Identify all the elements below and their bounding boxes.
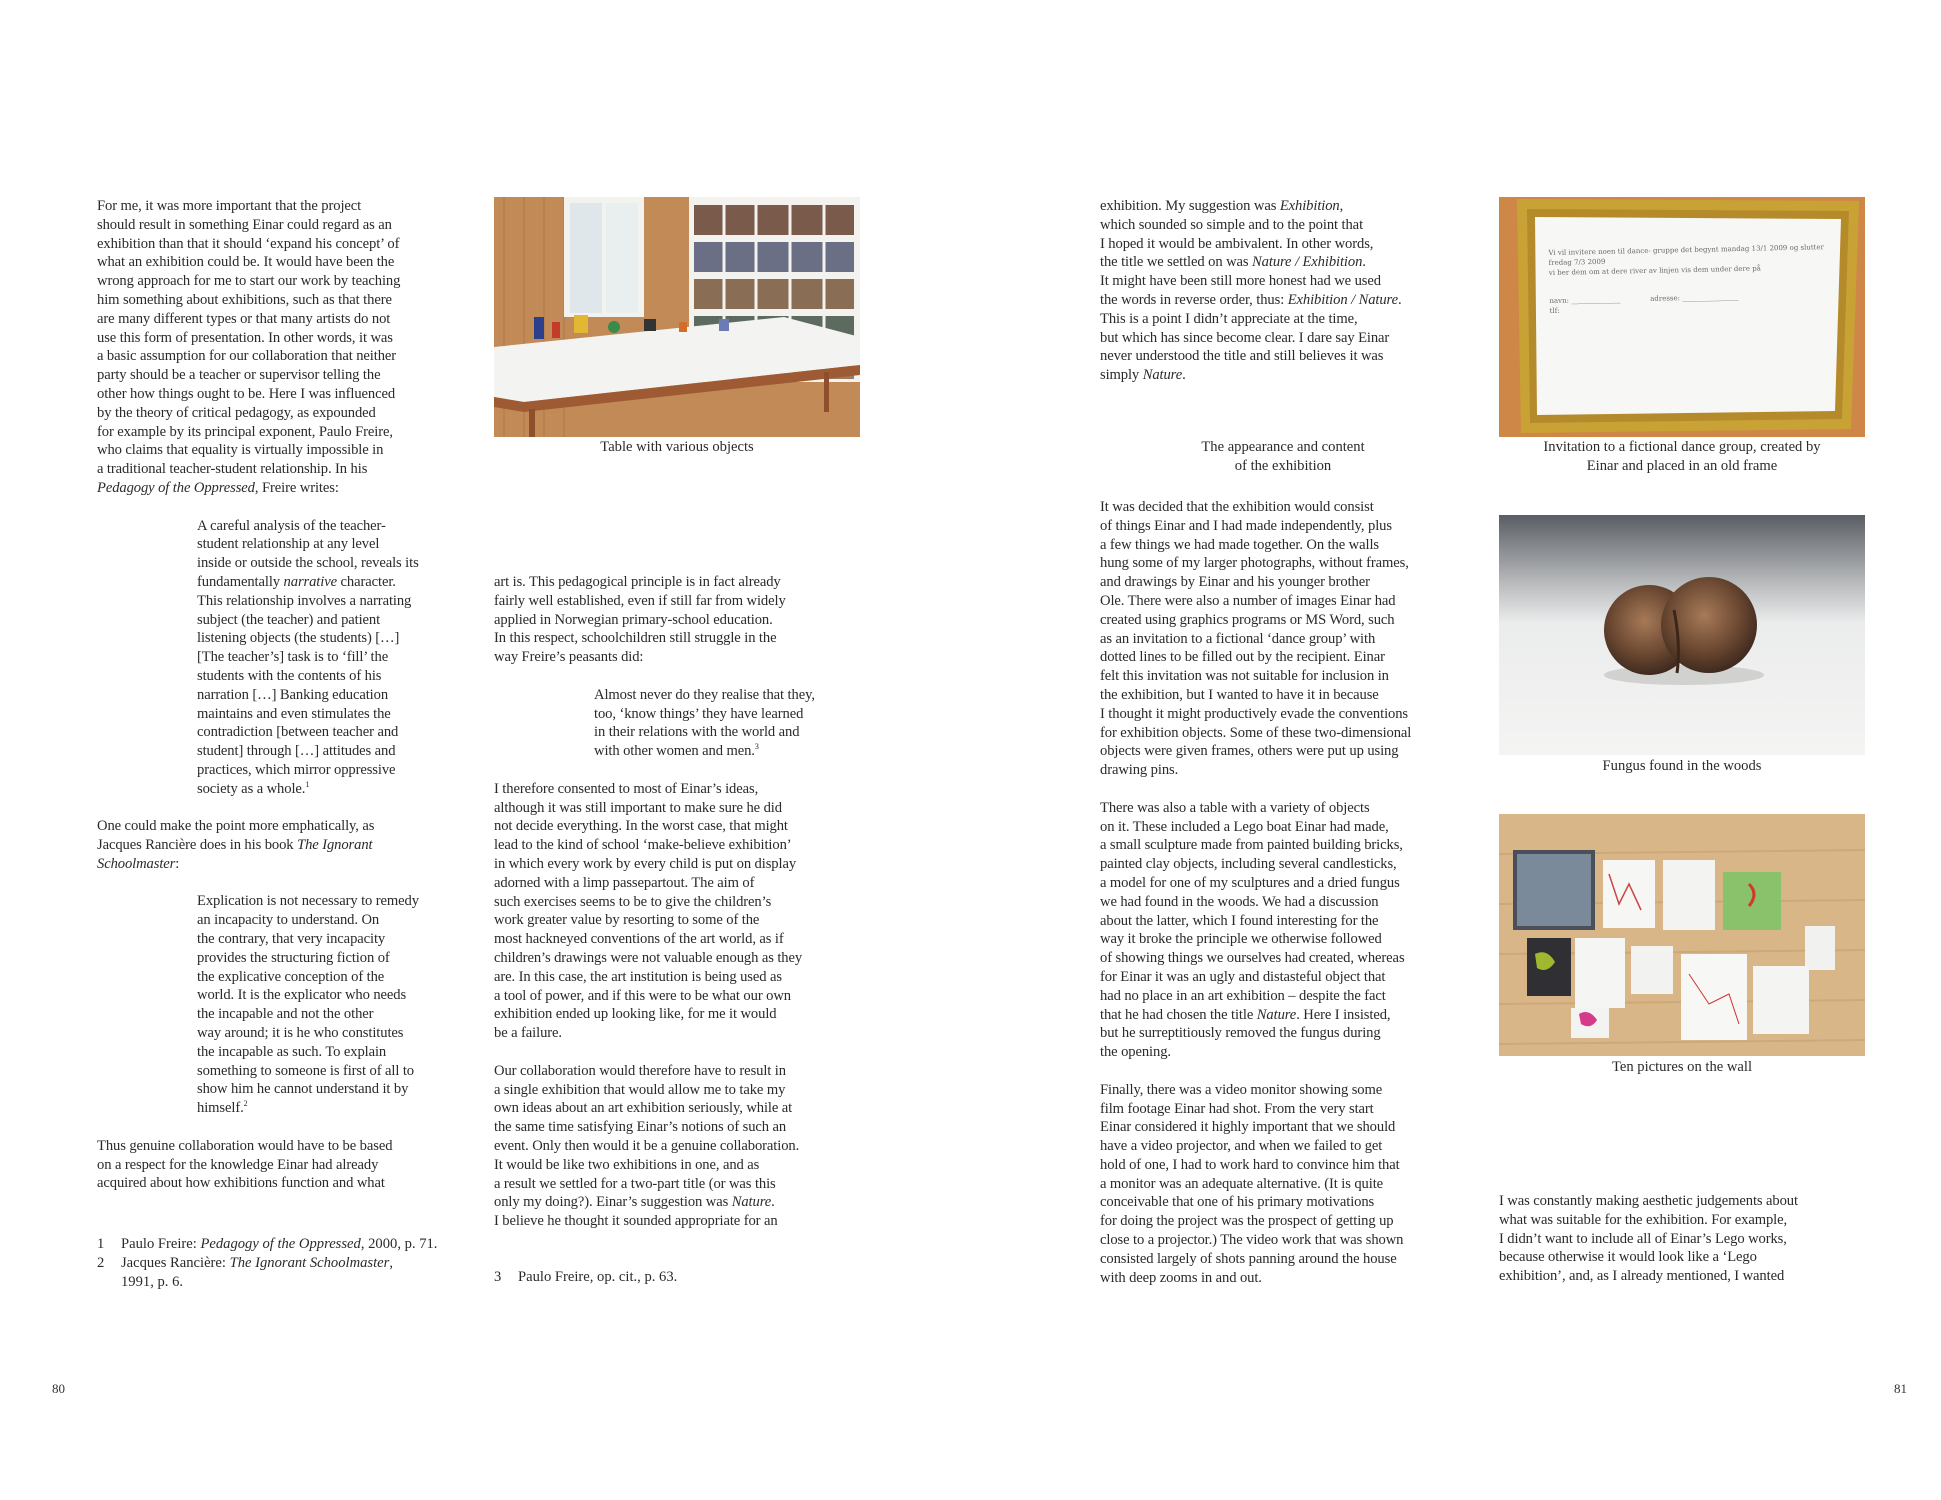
paragraph: I therefore consented to most of Einar’s ideas, although it was still important to make sure he did not decide everything. In the worst case, that might lead to the kind of school ‘make-believe exhibition’ in which every work by every child is put on display adorned with a limp passepartout. The aim of such exercises seems to be to give the children’s work greater value by resorting to some of the most hackneyed conventions of the art world, as if children’s drawings were not valuable enough as they are. In this case, the art institution is being used as a tool of power, and if this were to be what our own exhibition ended up looking like, for me it would be a failure. bbox=[494, 780, 803, 1042]
right-column-1 bbox=[1100, 197, 1470, 385]
fungus-photo bbox=[1499, 515, 1865, 755]
paragraph: It was decided that the exhibition would consist of things Einar and I had made independently, plus a few things we had made together. On the walls hung some of my larger photographs, without frames, and drawings by Einar and his younger brother Ole. There were also a number of images Einar had created using graphics programs or MS Word, such as an invitation to a fictional ‘dance group’ with dotted lines to be filled out by the recipient. Einar felt this invitation was not suitable for inclusion in the exhibition, but I wanted to have it in because I thought it might productively evade the conventions for exhibition objects. Some of these two-dimensional objects were given frames, others were put up using drawing pins. bbox=[1100, 499, 1412, 779]
block-quote-freire-peasants: Almost never do they realise that they, too, ‘know things’ they have learned in their relations with the world and with other women and men.$^3$ bbox=[594, 686, 815, 760]
paragraph: art is. This pedagogical principle is in fact already fairly well established, even if still far from widely applied in Norwegian primary-school education. In this respect, schoolchildren still struggle in the way Freire’s peasants did: bbox=[494, 574, 786, 666]
block-quote-ranciere: Explication is not necessary to remedy an incapacity to understand. On the contrary, that very incapacity provides the structuring fiction of the explicative conception of the world. It is the explicator who needs the incapable and not the other way around; it is he who constitutes the incapable as such. To explain something to someone is first of all to show him he cannot understand it by himself.$^2$ bbox=[197, 893, 419, 1117]
paragraph: exhibition. My suggestion was Exhibition, which sounded so simple and to the point that I hoped it would be ambivalent. In other words, the title we settled on was Nature / Exhibition. It might have been still more honest had we used the words in reverse order, thus: Exhibition / Nature. This is a point I didn’t appreciate at the time, but which has since become clear. I dare say Einar never understood the title and still believes it was simply Nature. bbox=[1100, 198, 1402, 384]
invitation-photo bbox=[1499, 197, 1865, 437]
paragraph: Our collaboration would therefore have to result in a single exhibition that would allow me to take my own ideas about an art exhibition seriously, while at the same time satisfying Einar’s notions of such an event. Only then would it be a genuine collaboration. It would be like two exhibitions in one, and as a result we settled for a two-part title (or was this only my doing?). Einar’s suggestion was Nature. I believe he thought it sounded appropriate for an bbox=[494, 1062, 800, 1230]
page-number-left: 80 bbox=[52, 1381, 65, 1396]
footnotes-left bbox=[97, 1235, 477, 1291]
right-column-1-body bbox=[1100, 498, 1470, 1287]
section-heading: The appearance and content of the exhibition bbox=[1201, 439, 1365, 474]
caption-wall-photo: Ten pictures on the wall bbox=[1611, 1059, 1752, 1075]
left-column-1 bbox=[97, 197, 467, 1193]
page-number-right: 81 bbox=[1894, 1381, 1907, 1396]
paragraph: Thus genuine collaboration would have to be based on a respect for the knowledge Einar had already acquired about how exhibitions function and what bbox=[97, 1137, 393, 1192]
footnote: 1 Paulo Freire: Pedagogy of the Oppressed, 2000, p. 71. bbox=[97, 1236, 438, 1252]
right-column-2 bbox=[1499, 1192, 1879, 1286]
paragraph: One could make the point more emphatically, as Jacques Rancière does in his book The Ignorant Schoolmaster: bbox=[97, 818, 375, 872]
caption-invitation-photo: Invitation to a fictional dance group, created by Einar and placed in an old frame bbox=[1543, 439, 1821, 474]
block-quote-freire: A careful analysis of the teacher- student relationship at any level inside or outside the school, reveals its fundamentally narrative character. This relationship involves a narrating subject (the teacher) and patient listening objects (the students) […] [The teacher’s] task is to ‘fill’ the students with the contents of his narration […] Banking education maintains and even stimulates the contradiction [between teacher and student] through […] attitudes and practices, which mirror oppressive society as a whole.$^1$ bbox=[197, 517, 419, 797]
footnote: 2 Jacques Rancière: The Ignorant Schoolmaster, 1991, p. 6. bbox=[97, 1254, 393, 1290]
left-column-2 bbox=[494, 573, 864, 1231]
paragraph: For me, it was more important that the project should result in something Einar could regard as an exhibition than that it should ‘expand his concept’ of what an exhibition could be. It would have been the wrong approach for me to start our work by teaching him something about exhibitions, such as that there are many different types or that many artists do not use this form of presentation. In other words, it was a basic assumption for our collaboration that neither party should be a teacher or supervisor telling the other how things ought to be. Here I was influenced by the theory of critical pedagogy, as expounded for example by its principal exponent, Paulo Freire, who claims that equality is virtually impossible in a traditional teacher-student relationship. In his Pedagogy of the Oppressed, Freire writes: bbox=[97, 198, 401, 496]
footnotes-left-col2 bbox=[494, 1268, 874, 1287]
caption-table-photo: Table with various objects bbox=[600, 439, 754, 455]
footnote: 3 Paulo Freire, op. cit., p. 63. bbox=[494, 1269, 678, 1285]
caption-fungus-photo: Fungus found in the woods bbox=[1602, 758, 1762, 774]
table-photo bbox=[494, 197, 860, 437]
paragraph: I was constantly making aesthetic judgements about what was suitable for the exhibition. For example, I didn’t want to include all of Einar’s Lego works, because otherwise it would look like a ‘Lego exhibition’, and, as I already mentioned, I wanted bbox=[1499, 1193, 1798, 1285]
invitation-text: Vi vil invitere noen til dance- gruppe det begynt mandag 13/1 2009 og slutter fredag 7/3 2009 vi ber dem om at dere river av linjen vis dem under dere på navn: ______________ adresse: ________________ tlf: bbox=[1548, 243, 1825, 315]
paragraph: There was also a table with a variety of objects on it. These included a Lego boat Einar had made, a small sculpture made from painted building bricks, painted clay objects, including several candlesticks, a model for one of my sculptures and a dried fungus we had found in the woods. We had a discussion about the latter, which I found interesting for the way it broke the principle we otherwise followed of showing things we ourselves had created, whereas for Einar it was an ugly and distasteful object that had no place in an art exhibition – despite the fact that he had chosen the title Nature. Here I insisted, but he surreptitiously removed the fungus during the opening. bbox=[1100, 799, 1405, 1061]
wall-photo bbox=[1499, 814, 1865, 1056]
paragraph: Finally, there was a video monitor showing some film footage Einar had shot. From the very start Einar considered it highly important that we should have a video projector, and when we failed to get hold of one, I had to work hard to convince him that a monitor was an adequate alternative. (It is quite conceivable that one of his primary motivations for doing the project was the prospect of getting up close to a projector.) The video work that was shown consisted largely of shots panning around the house with deep zooms in and out. bbox=[1100, 1081, 1404, 1286]
